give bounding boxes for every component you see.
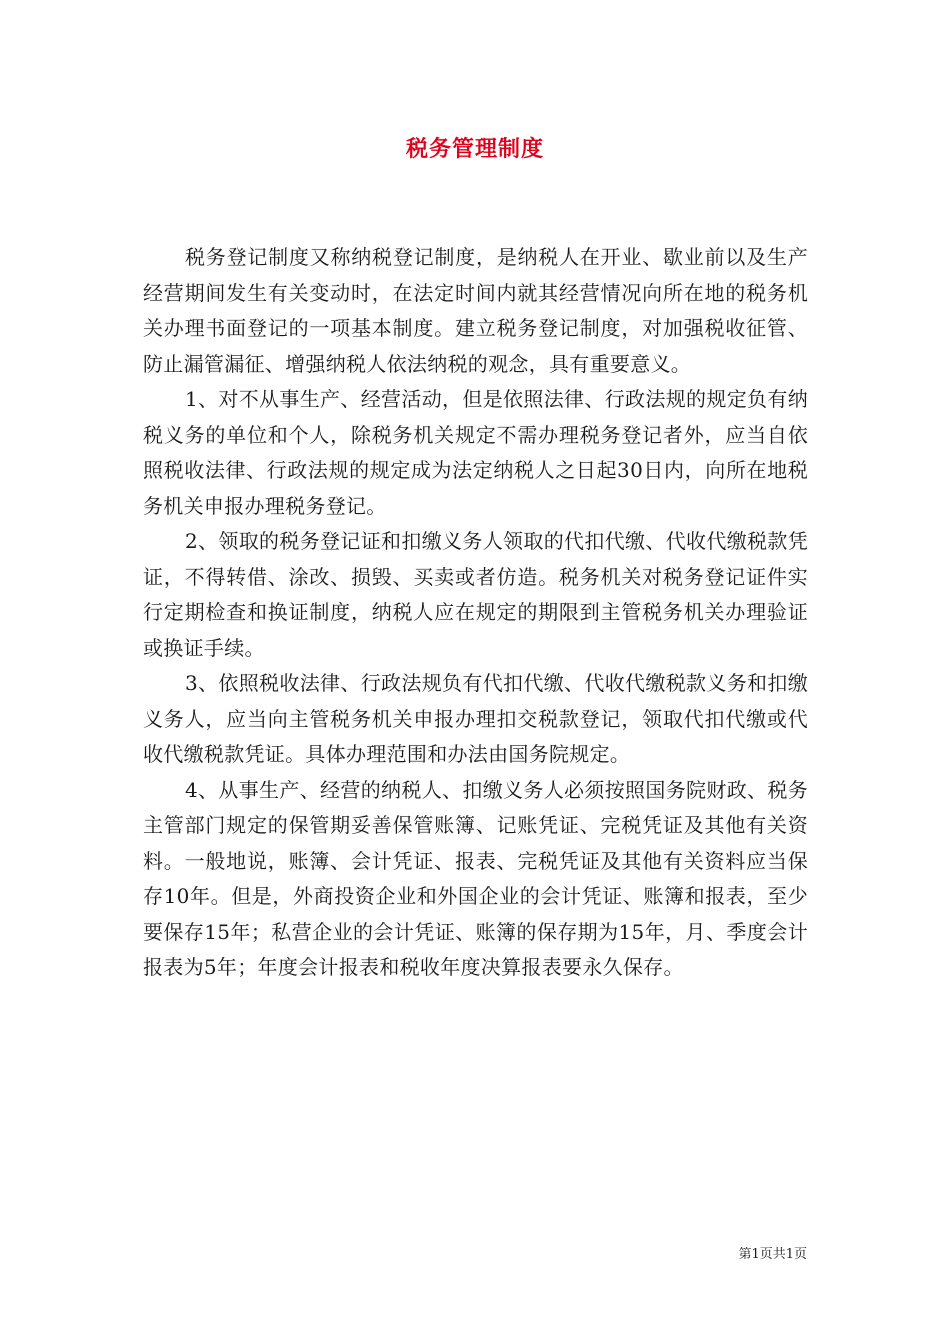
paragraph-item-2: 2、领取的税务登记证和扣缴义务人领取的代扣代缴、代收代缴税款凭证，不得转借、涂改、损毁、买卖或者仿造。税务机关对税务登记证件实行定期检查和换证制度，纳税人应在规定的期限到主管税务机关办理验证或换证手续。 [143, 529, 808, 660]
document-body [143, 240, 808, 986]
paragraph-item-1: 1、对不从事生产、经营活动，但是依照法律、行政法规的规定负有纳税义务的单位和个人，除税务机关规定不需办理税务登记者外，应当自依照税收法律、行政法规的规定成为法定纳税人之日起30日内，向所在地税务机关申报办理税务登记。 [143, 387, 808, 518]
paragraph-intro: 税务登记制度又称纳税登记制度，是纳税人在开业、歇业前以及生产经营期间发生有关变动时，在法定时间内就其经营情况向所在地的税务机关办理书面登记的一项基本制度。建立税务登记制度，对加强税收征管、防止漏管漏征、增强纳税人依法纳税的观念，具有重要意义。 [143, 245, 808, 376]
page-title: 税务管理制度 [405, 136, 544, 162]
paragraph-item-4: 4、从事生产、经营的纳税人、扣缴义务人必须按照国务院财政、税务主管部门规定的保管期妥善保管账簿、记账凭证、完税凭证及其他有关资料。一般地说，账簿、会计凭证、报表、完税凭证及其他有关资料应当保存10年。但是，外商投资企业和外国企业的会计凭证、账簿和报表，至少要保存15年；私营企业的会计凭证、账簿的保存期为15年，月、季度会计报表为5年；年度会计报表和税收年度决算报表要永久保存。 [143, 777, 808, 979]
paragraph-item-3: 3、依照税收法律、行政法规负有代扣代缴、代收代缴税款义务和扣缴义务人，应当向主管税务机关申报办理扣交税款登记，领取代扣代缴或代收代缴税款凭证。具体办理范围和办法由国务院规定。 [143, 671, 808, 766]
page-number: 第1页共1页 [738, 1247, 807, 1262]
